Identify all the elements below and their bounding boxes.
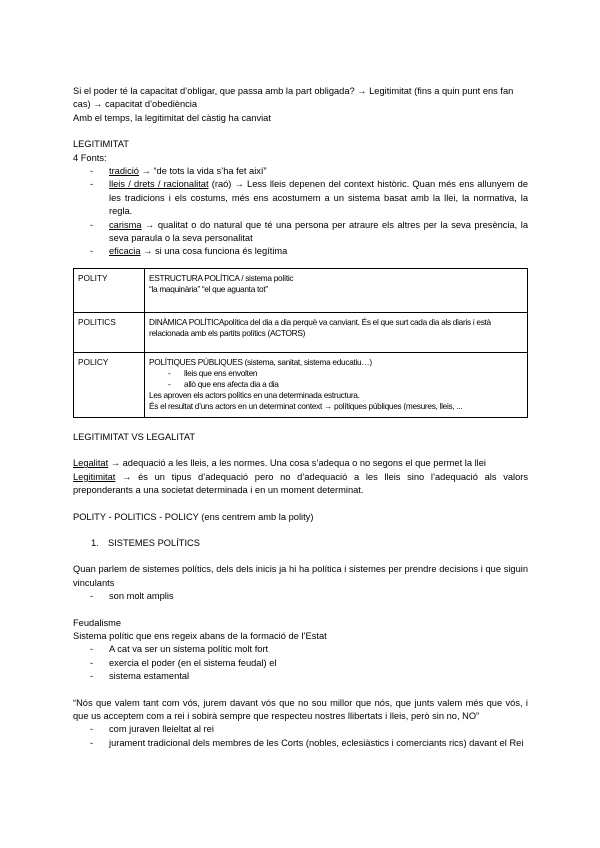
list-item: - lleis / drets / racionalitat (raó) → Less lleis depenen del context històric. Quan més ens allunyem de les tradicions i els costums, més ens acostumem a un sistema basat amb la llei, la normativa, la regla. <box>73 178 528 218</box>
table-value-cell: ESTRUCTURA POLÍTICA / sistema polític “la maquinària” “el que aguanta tot” <box>145 268 528 312</box>
intro-line-2: Amb el temps, la legitimitat del càstig ha canviat <box>73 112 271 123</box>
table-row <box>74 268 528 312</box>
intro-line-1: Si el poder té la capacitat d’obligar, que passa amb la part obligada? → Legitimitat (fins a quin punt ens fan cas) → capacitat d’obediència <box>73 86 514 110</box>
table-key-cell: POLICY <box>74 352 145 417</box>
fonts-label: 4 Fonts: <box>73 152 107 163</box>
table-key-cell: POLITICS <box>74 312 145 352</box>
feudalisme-list <box>73 643 528 683</box>
policy-sublist <box>149 368 523 390</box>
list-item: - lleis que ens envolten <box>149 368 523 379</box>
list-item: - sistema estamental <box>73 670 528 683</box>
list-item: - com juraven lleieltat al rei <box>73 723 528 736</box>
list-item: - son molt amplis <box>73 590 528 603</box>
list-item: - jurament tradicional dels membres de les Corts (nobles, eclesiàstics i comerciants rics) davant el Rei <box>73 737 528 750</box>
feudalisme-heading: Feudalisme <box>73 617 122 628</box>
legalitat-definition: Legalitat → adequació a les lleis, a les normes. Una cosa s’adequa o no segons el que permet la llei <box>73 458 486 469</box>
list-item: - eficacia → si una cosa funciona és legítima <box>73 245 528 258</box>
table-value-cell: POLÍTIQUES PÚBLIQUES (sistema, sanitat, sistema educatiu…) - lleis que ens envolten - allò que ens afecta dia a dia Les aproven els actors polítics en una determinada estructura. És el resultat d’uns actors en un determinat context → polítiques públiques (mesures, lleis, ... <box>145 352 528 417</box>
polity-table <box>73 268 528 418</box>
fonts-list <box>73 165 528 259</box>
list-item: - tradició → “de tots la vida s’ha fet així” <box>73 165 528 178</box>
quote-paragraph: “Nós que valem tant com vós, jurem davant vós que no sou millor que nós, que junts valem més que vós, i que us acceptem com a rei i sobirà sempre que respecteu nostres llibertats i lleis, però sin no, NO” <box>73 697 528 721</box>
feudalisme-intro: Sistema polític que ens regeix abans de la formació de l’Estat <box>73 630 327 641</box>
list-item: - A cat va ser un sistema polític molt fort <box>73 643 528 656</box>
table-row <box>74 352 528 417</box>
legitimitat-heading: LEGITIMITAT <box>73 139 129 150</box>
section-paragraph: Quan parlem de sistemes polítics, dels dels inicis ja hi ha política i sistemes per prendre decisions i que siguin vinculants <box>73 564 528 588</box>
list-item: - carisma → qualitat o do natural que té una persona per atraure els altres per la seva presència, la seva paraula o la seva personalitat <box>73 219 528 246</box>
list-item: - allò que ens afecta dia a dia <box>149 379 523 390</box>
document-page <box>73 85 528 750</box>
section-heading: 1. SISTEMES POLÍTICS <box>91 537 200 548</box>
legalitat-heading: LEGITIMITAT VS LEGALITAT <box>73 431 196 442</box>
table-row <box>74 312 528 352</box>
quote-list <box>73 723 528 750</box>
table-key-cell: POLITY <box>74 268 145 312</box>
section-list <box>73 590 528 603</box>
legitimitat-definition: Legitimitat → és un tipus d’adequació pero no d’adequació a les lleis sino l’adequació als valors preponderants a una societat determinada i en un moment determinat. <box>73 471 528 496</box>
list-item: - exercia el poder (en el sistema feudal) el <box>73 657 528 670</box>
table-value-cell: DINÀMICA POLÍTICApolítica del dia a dia perquè va canviant. És el que surt cada dia als diaris i està relacionada amb els partits polítics (ACTORS) <box>145 312 528 352</box>
polity-line: POLITY - POLITICS - POLICY (ens centrem amb la polity) <box>73 511 314 522</box>
